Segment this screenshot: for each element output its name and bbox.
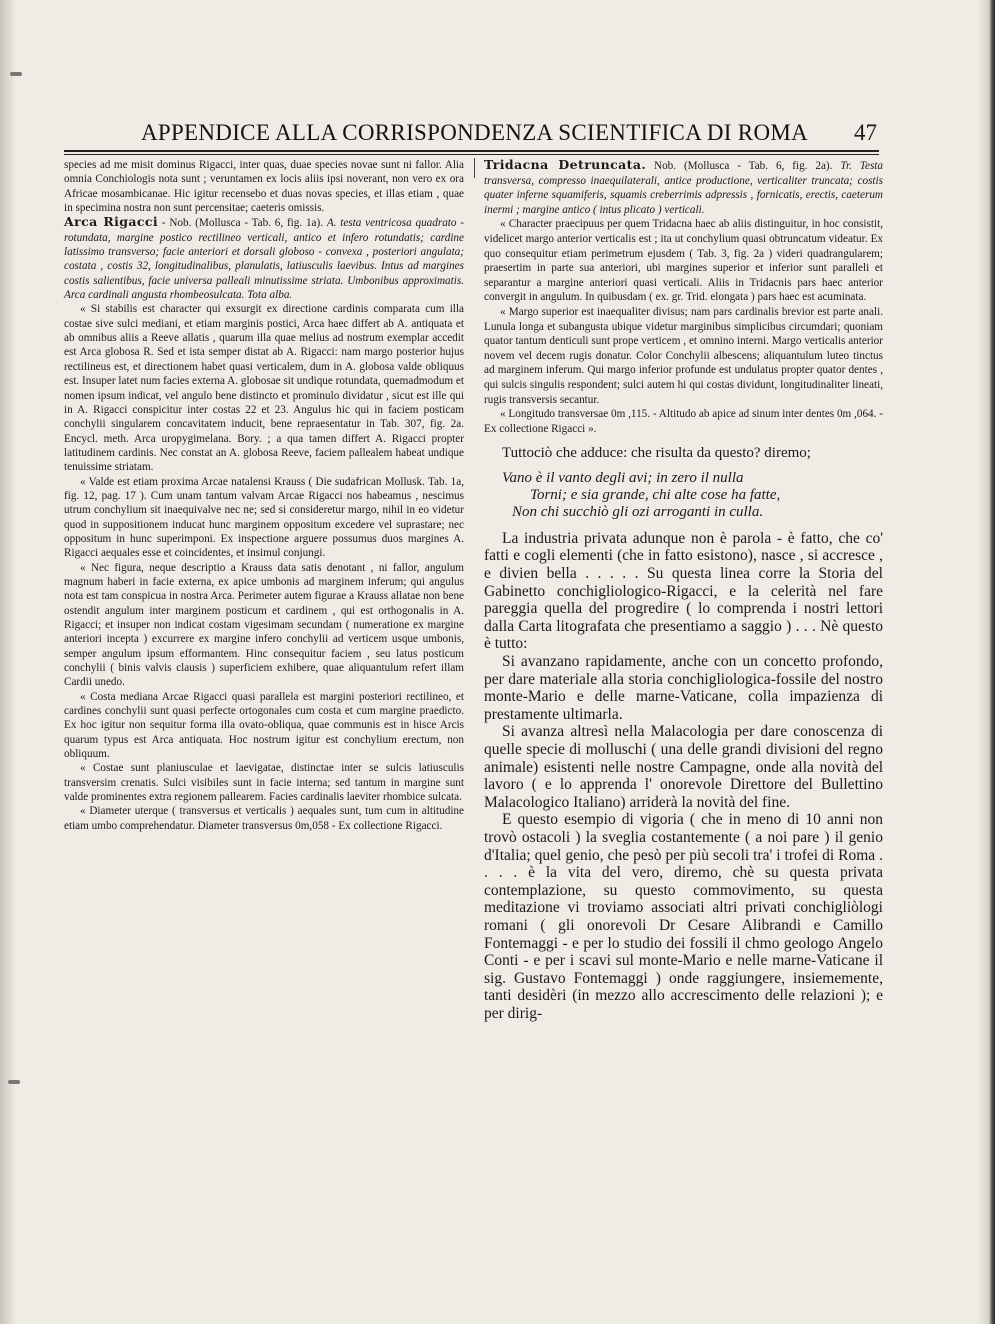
species-diagnosis: A. testa ventricosa quadrato - rotundata, margine postico rectilineo verticali, antico et infero rotundatis; cardine latissimo transverso; facie anteriori et dorsali globoso - convexa , posteriori angulata; costata , costis 32, longitudinalibus, planulatis, latiusculis laevibus. Intus ad margines costis salientibus, facie universa palleali minutissime striata. Umbonibus approximatis. Arca cardinali angusta rhombeosulcata. Tota alba. [64,217,465,302]
italian-paragraph: E questo esempio di vigoria ( che in meno di 10 anni non trovò ostacoli ) la sveglia costantemente ( a noi pare ) il genio d'Italia; quel genio, che pesò per più secoli tra' i trofei di Roma . . . . è la vita del vero, diremo, chè su questa privata contemplazione, su questo commovimento, su questa meditazione vi troviamo associati altri privati conchigliòlogi romani ( gli onorevoli Dr Cesare Alibrandi e Camillo Fontemaggi - e per lo studio dei fossili il chmo geologo Angelo Conti - e per i scavi sul monte-Mario e nelle marne-Vaticane il sig. Gustavo Fontemaggi ) onde raggiungere, insiememente, tanti desidèri (in mezzo allo accrescimento delle relazioni ); e per dirig- [484,811,883,1022]
body-paragraph: « Diameter uterque ( transversus et verticalis ) aequales sunt, tum cum in altitudine etiam umbo comprehendatur. Diameter transversus 0m,058 - Ex collectione Rigacci. [64,805,464,832]
body-paragraph: « Margo superior est inaequaliter divisus; nam pars cardinalis brevior est parte anali. Lunula longa et subangusta ubique videtur marginibus simplicibus circumdari; quoniam quator tantum denticuli sunt prope verticem , et omnino interni. Margo verticalis anterior novem vel decem rugis donatur. Color Conchylii albescens; aliquantulum luteo tinctus ad marginem inferum. Qui margo inferior profunde est undulatus propter quator dentes , qui sulcis singulis respondent; sulci autem hi qui costas dividunt, longitudinaliter lineati, rugis transversis secantur. [484,305,883,406]
body-paragraph: « Longitudo transversae 0m ,115. - Altitudo ab apice ad sinum inter dentes 0m ,064. - Ex collectione Rigacci ». [484,408,883,435]
verse-line: Non chi succhiò gli ozi arroganti in culla. [512,503,764,520]
header-rule-thin [64,154,879,155]
page-number: 47 [854,120,877,145]
margin-mark [8,1080,20,1084]
arca-entry [64,215,464,302]
column-divider [474,158,475,178]
body-paragraph: « Costae sunt planiusculae et laevigatae, distinctae inter se sulcis latiusculis transversim crenatis. Sulci visibiles sunt in facie interna; sed tantum in margine sunt valde prominentes extra regionem pallearem. Facies cardinalis laeviter rhombice sulcata. [64,762,464,804]
running-title: APPENDICE ALLA CORRISPONDENZA SCIENTIFICA DI ROMA [140,120,809,145]
binding-shadow [0,0,16,1324]
margin-mark [10,72,22,76]
header-rule [64,150,879,152]
right-column [484,158,883,1023]
species-reference: Nob. (Mollusca - Tab. 6, fig. 2a). [646,160,841,172]
verse-line: Vano è il vanto degli avi; in zero il nulla [502,469,744,486]
left-column [64,158,464,833]
page-edge [977,0,995,1324]
italian-paragraph: Si avanza altresì nella Malacologia per dare conoscenza di quelle specie di molluschi ( una delle grandi divisioni del regno animale) esistenti nelle nostre Campagne, onde alla novità del lavoro ( e lo apprenda l' onorevole Direttore del Bullettino Malacologico Italiano) arriderà la novità del fine. [484,723,883,811]
body-paragraph: « Si stabilis est character qui exsurgit ex directione cardinis comparata cum illa costae sive sulci mediani, et etiam marginis postici, Arca haec differt ab A. antiquata et ab omnibus aliis a Reeve allatis , quarum illa quae melius ad nostrum exemplar accedit est Arca globosa R. Sed et ista semper distat ab A. Rigacci: nam margo posterior hujus rectilineus est, et directionem habet quasi verticalem, dum in A. globosa valde obliquus est. Insuper latet num facies externa A. globosae sit undique rotundata, quemadmodum et nomen ipsum indicat, vel angulo bene distincto et prominulo dividatur , sicut est ille qui in A. Rigacci conspicitur inter costas 22 et 23. Angulus hic qui in faciem posticam conchylii singularem concavitatem inducit, bene repraesentatur in Tab. 307, fig. 2a. Encycl. meth. Arca uropygimelana. Bory. ; a qua tamen differt A. Rigacci propter latitudinem cardinis. Nec constat an A. globosa Reeve, faciem pallealem habeat undique tenuissime striatam. [64,303,464,474]
body-paragraph: « Valde est etiam proxima Arcae natalensi Krauss ( Die sudafrican Mollusk. Tab. 1a, fig. 12, pag. 17 ). Cum unam tantum valvam Arcae Rigacci nos habeamus , nescimus utrum conchylium sit inaequivalve nec ne; sed si consideretur margo, nihil in eo videtur quod in suppositionem inducat hunc marginem oppositum excedere vel suprastare; nec oppositum in hunc superimponi. Ex inspectione arguere possumus duos margines A. Rigacci aequales esse et coincidentes, et insimul conjungi. [64,475,464,560]
species-diagnosis: Tr. Testa transversa, compresso inaequilaterali, antice productione, verticaliter truncata; costis quater inferne squamiferis, squamis creberrimis adpressis , fornicatis, erectis, caeterum inermi ; margine antico ( intus plicato ) verticali. [484,160,884,216]
verse-line: Torni; e sia grande, chi alte cose ha fatte, [530,486,781,503]
species-name: Tridacna Detruncata. [484,157,647,172]
italian-text [484,445,883,1022]
verse-quote [502,470,883,521]
italian-paragraph: Si avanzano rapidamente, anche con un concetto profondo, per dare materiale alla storia conchigliologica-fossile del nostro monte-Mario e delle marne-Vaticane, colla impazienza di prestamente ultimarla. [484,653,883,723]
verse-intro: Tuttociò che adduce: che risulta da questo? diremo; [502,445,811,462]
species-name: Arca Rigacci [64,214,159,230]
italian-paragraph: La industria privata adunque non è parola - è fatto, che co' fatti e cogli elementi (che in fatto esistono), nasce , si accresce , e divien bella . . . . . Su questa linea corre la Storia del Gabinetto conchigliologico-Rigacci, e la celerità nel fare pareggia quella del progredire ( lo comprenda i nostri lettori dalla Carta litografata che presentiamo a saggio ) . . . Nè questo è tutto: [484,529,883,653]
species-reference: - Nob. (Mollusca - Tab. 6, fig. 1a). [158,217,327,230]
body-paragraph: « Character praecipuus per quem Tridacna haec ab aliis distinguitur, in hoc consistit, videlicet margo anterior verticalis est ; ita ut conchylium quasi obtruncatum videatur. Ex quo consequitur etiam perimetrum ejusdem ( Tab. 3, fig. 2a ) videri quadrangularem; praesertim in parte sua anteriori, ubi margines superior et inferior sunt paralleli et separantur a margine anteriori quasi verticali. Aliis in Tridacnis pars haec anterior convergit in angulum. In quibusdam ( ex. gr. Trid. elongata ) pars haec est acuminata. [484,218,883,304]
body-paragraph: « Costa mediana Arcae Rigacci quasi parallela est margini posteriori rectilineo, et cardines conchylii sunt quasi perfecte ortogonales cum costa et cum margine praedicto. Ex hoc igitur non sequitur forma illa ovato-obliqua, quae communis est in hisce Arcis quarum typus est Arca antiquata. Hoc nostrum igitur est conchylium erectum, non obliquum. [64,690,464,761]
tridacna-entry [484,158,883,217]
intro-paragraph: species ad me misit dominus Rigacci, inter quas, duae species novae sunt ni fallor. Alia omnia Conchiologis nota sunt ; veruntamen ex locis aliis ipsi noverant, non vero ex ora Africae mosambicanae. Hic igitur recensebo et duas novas species, et illas etiam , quae in specimina nostra non sunt percensitae; caeteris omissis. [64,159,464,215]
body-paragraph: « Nec figura, neque descriptio a Krauss data satis denotant , ni fallor, angulum magnum haberi in facie externa, ex apice umbonis ad marginem inferum; qui angulus nota est tam conspicua in nostra Arca. Perimeter autem figurae a Krauss allatae non bene ostendit angulum inter marginem posticum et cardinem , qui est orthogonalis in A. Rigacci; et insuper non indicat costam vigesimam secundam ( numeratione ex margine anteriori incepta ) excurrere ex margine infero conchylii ad verticem usque umbonis, semper angulum ipsum efformantem. Hinc consequitur faciem , seu latus posticum conchylii ( binis valvis clausis ) superficiem exhibere, quae aliquantulum refert illam Cardii unedo. [64,561,464,689]
